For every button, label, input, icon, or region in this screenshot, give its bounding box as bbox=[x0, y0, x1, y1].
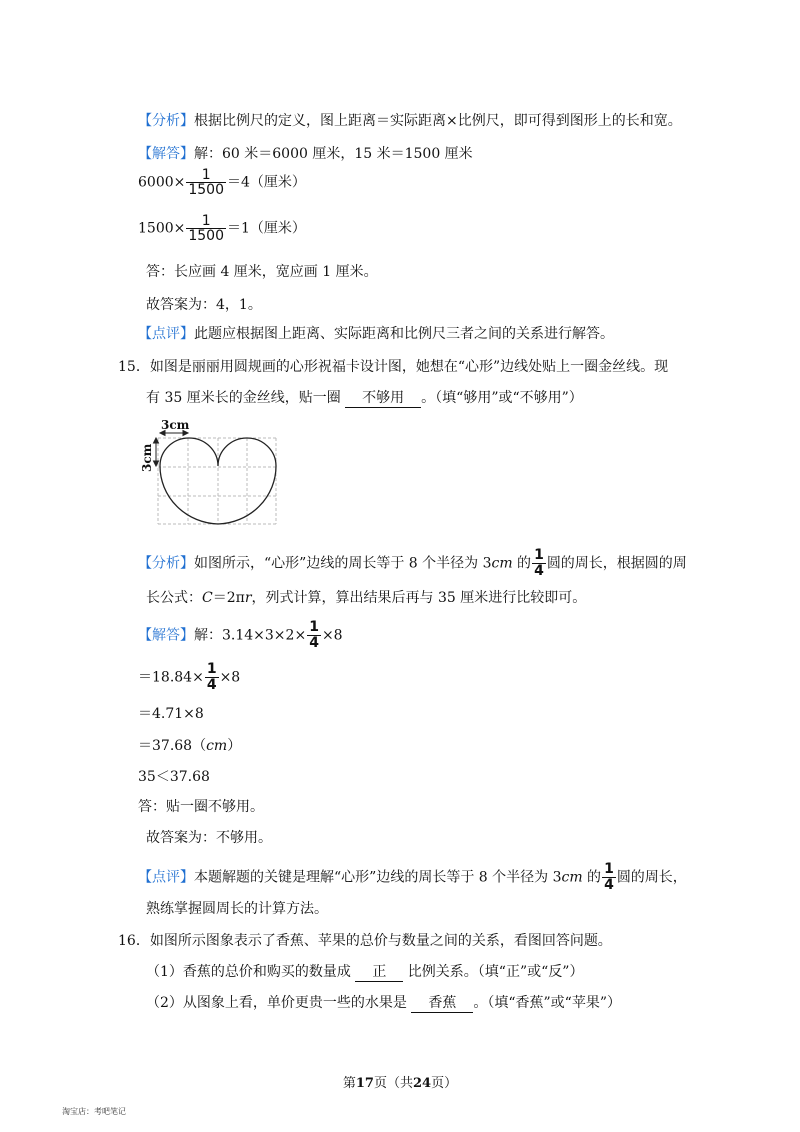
heart-figure bbox=[138, 414, 280, 530]
q16-sub1-pre: （1）香蕉的总价和购买的数量成 bbox=[146, 964, 356, 980]
q15-comment-b: 的 bbox=[582, 869, 602, 886]
comment-tag: 【点评】 bbox=[138, 869, 194, 886]
analysis-tag: 【分析】 bbox=[138, 113, 194, 129]
q15-answer-a: 解：3.14×3×2× bbox=[194, 627, 307, 644]
q14-answer bbox=[138, 144, 473, 164]
var-C: C bbox=[202, 590, 213, 606]
q14-calc1 bbox=[138, 168, 306, 197]
frac-den: 4 bbox=[309, 635, 319, 651]
q16-question: 16．如图所示图象表示了香蕉、苹果的总价与数量之间的关系，看图回答问题。 bbox=[118, 933, 612, 949]
q15-al2-a: 长公式： bbox=[146, 590, 202, 606]
comment-tag: 【点评】 bbox=[138, 326, 194, 342]
fraction-1-4 bbox=[602, 862, 616, 893]
q15-comment bbox=[138, 862, 687, 893]
q16-sub1 bbox=[146, 962, 583, 982]
q15-comment-a: 本题解题的关键是理解“心形”边线的周长等于 8 个半径为 3 bbox=[194, 869, 562, 886]
q15-analysis-a: 如图所示，“心形”边线的周长等于 8 个半径为 3 bbox=[194, 555, 492, 572]
analysis-tag: 【分析】 bbox=[138, 555, 194, 572]
frac-den: 1500 bbox=[188, 228, 224, 244]
page-total: 24 bbox=[413, 1076, 432, 1091]
frac-den: 4 bbox=[534, 563, 544, 579]
q16-sub2-post: 。（填“香蕉”或“苹果”） bbox=[473, 995, 621, 1011]
q15-analysis-c: 圆的周长，根据圆的周 bbox=[546, 555, 687, 572]
fraction-1-4 bbox=[205, 662, 219, 693]
q14-analysis bbox=[138, 111, 682, 131]
q15-answer-blank: 不够用 bbox=[345, 389, 421, 408]
unit-cm: cm bbox=[561, 869, 583, 886]
frac-num: 1 bbox=[309, 619, 319, 635]
q15-line2-pre: 有 35 厘米长的金丝线，贴一圈 bbox=[146, 390, 346, 406]
q15-question-line2 bbox=[146, 388, 583, 408]
q15-answer bbox=[138, 620, 343, 651]
fraction-1-4 bbox=[307, 620, 321, 651]
frac-num: 1 bbox=[201, 167, 211, 183]
fraction-1-1500 bbox=[186, 168, 226, 197]
label-top-3cm: 3cm bbox=[161, 418, 190, 432]
q14-comment-text: 此题应根据图上距离、实际距离和比例尺三者之间的关系进行解答。 bbox=[194, 326, 614, 342]
q14-comment bbox=[138, 324, 614, 344]
q14-reply: 答：长应画 4 厘米，宽应画 1 厘米。 bbox=[146, 264, 378, 280]
answer-tag: 【解答】 bbox=[138, 146, 194, 162]
frac-num: 1 bbox=[206, 661, 217, 677]
q16-sub1-blank: 正 bbox=[355, 963, 403, 982]
frac-num: 1 bbox=[201, 213, 211, 229]
q15-comment-c: 圆的周长， bbox=[616, 869, 687, 886]
q15-answer-b: ×8 bbox=[321, 627, 343, 644]
frac-den: 1500 bbox=[188, 182, 224, 198]
frac-num: 1 bbox=[604, 861, 614, 877]
q15-final: 故答案为：不够用。 bbox=[146, 830, 272, 846]
q15-al2-b: ＝2π bbox=[212, 590, 245, 606]
fraction-1-1500 bbox=[186, 214, 226, 243]
q15-analysis-b: 的 bbox=[512, 555, 532, 572]
q15-question-line1: 15．如图是丽丽用圆规画的心形祝福卡设计图，她想在“心形”边线处贴上一圈金丝线。现 bbox=[118, 359, 669, 375]
frac-num: 1 bbox=[534, 547, 544, 563]
q16-sub1-post: 比例关系。（填“正”或“反”） bbox=[403, 964, 584, 980]
frac-den: 4 bbox=[206, 677, 217, 693]
q14-calc2-left: 1500× bbox=[138, 220, 186, 237]
q15-step1-b: ×8 bbox=[219, 669, 241, 686]
unit-cm: cm bbox=[206, 738, 228, 754]
q15-comment-line2: 熟练掌握圆周长的计算方法。 bbox=[146, 901, 328, 917]
q15-step3-b: ） bbox=[227, 738, 242, 754]
q15-analysis-line2 bbox=[146, 588, 586, 608]
q14-calc1-left: 6000× bbox=[138, 174, 186, 191]
frac-den: 4 bbox=[604, 877, 614, 893]
q15-analysis bbox=[138, 548, 687, 579]
label-left-3cm: 3cm bbox=[140, 443, 154, 472]
heart-grid bbox=[158, 438, 276, 524]
q15-step1-a: ＝18.84× bbox=[138, 669, 204, 686]
q15-step2: ＝4.71×8 bbox=[138, 706, 204, 722]
footer-post: 页） bbox=[431, 1076, 458, 1091]
q15-step3 bbox=[138, 736, 241, 756]
q14-calc2-right: ＝1（厘米） bbox=[227, 220, 306, 237]
footer-mid: 页（共 bbox=[373, 1076, 413, 1091]
page-number: 17 bbox=[355, 1076, 374, 1091]
q15-al2-c: ，列式计算，算出结果后再与 35 厘米进行比较即可。 bbox=[251, 590, 587, 606]
footer-pre: 第 bbox=[342, 1076, 356, 1091]
q14-final: 故答案为：4，1。 bbox=[146, 297, 262, 313]
q15-compare: 35＜37.68 bbox=[138, 769, 210, 785]
page-footer bbox=[0, 1072, 800, 1091]
fraction-1-4 bbox=[532, 548, 546, 579]
q15-step1 bbox=[138, 662, 240, 693]
var-r: r bbox=[244, 590, 252, 606]
q14-calc2 bbox=[138, 214, 306, 243]
shop-watermark: 淘宝店：考吧笔记 bbox=[62, 1107, 126, 1116]
q16-sub2 bbox=[146, 993, 621, 1013]
q14-answer-text: 解：60 米＝6000 厘米，15 米＝1500 厘米 bbox=[194, 146, 473, 162]
q15-line2-post: 。（填“够用”或“不够用”） bbox=[421, 390, 583, 406]
q16-sub2-blank: 香蕉 bbox=[411, 994, 473, 1013]
q14-calc1-right: ＝4（厘米） bbox=[227, 174, 306, 191]
q15-reply: 答：贴一圈不够用。 bbox=[138, 799, 264, 815]
q15-step3-a: ＝37.68（ bbox=[138, 738, 207, 754]
q16-sub2-pre: （2）从图象上看，单价更贵一些的水果是 bbox=[146, 995, 412, 1011]
q14-analysis-text: 根据比例尺的定义，图上距离＝实际距离×比例尺，即可得到图形上的长和宽。 bbox=[194, 113, 682, 129]
dimension-arrows bbox=[154, 431, 189, 467]
answer-tag: 【解答】 bbox=[138, 627, 194, 644]
unit-cm: cm bbox=[491, 555, 513, 572]
